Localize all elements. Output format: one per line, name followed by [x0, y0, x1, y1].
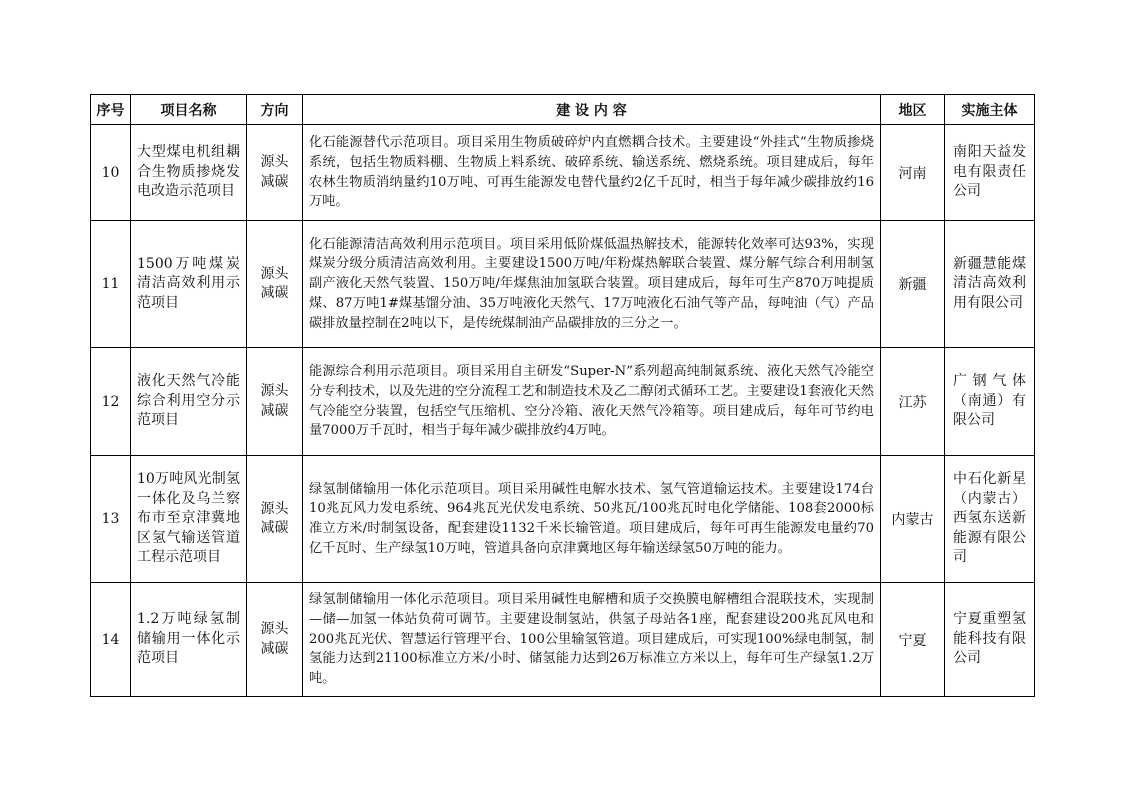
direction-line: 源头 [260, 621, 289, 637]
project-org: 新疆慧能煤清洁高效利用有限公司 [945, 221, 1035, 348]
direction-line: 源头 [260, 154, 289, 170]
row-no: 10 [91, 125, 131, 221]
table-row [91, 125, 1035, 221]
project-name: 大型煤电机组耦合生物质掺烧发电改造示范项目 [131, 125, 247, 221]
project-content: 能源综合利用示范项目。项目采用自主研发“Super-N”系列超高纯制氮系统、液化天然气冷能空分专利技术，以及先进的空分流程工艺和制造技术及乙二醇闭式循环工艺。主要建设1套液化天然气冷能空分装置，包括空气压缩机、空分冷箱、液化天然气冷箱等。项目建成后，每年可节约电量7000万千瓦时，相当于每年减少碳排放约4万吨。 [303, 348, 881, 456]
header-direction: 方向 [247, 95, 303, 125]
row-no: 12 [91, 348, 131, 456]
table-row [91, 221, 1035, 348]
projects-table [90, 94, 1035, 697]
header-region: 地区 [881, 95, 945, 125]
project-org: 宁夏重塑氢能科技有限公司 [945, 583, 1035, 697]
header-content: 建 设 内 容 [303, 95, 881, 125]
direction-line: 减碳 [260, 640, 289, 657]
project-direction [247, 456, 303, 583]
project-direction [247, 125, 303, 221]
project-name: 10万吨风光制氢一体化及乌兰察布市至京津冀地区氢气输送管道工程示范项目 [131, 456, 247, 583]
project-region: 江苏 [881, 348, 945, 456]
direction-line: 减碳 [260, 173, 289, 190]
row-no: 13 [91, 456, 131, 583]
project-region: 新疆 [881, 221, 945, 348]
project-region: 河南 [881, 125, 945, 221]
project-direction [247, 348, 303, 456]
project-content: 化石能源替代示范项目。项目采用生物质破碎炉内直燃耦合技术。主要建设“外挂式”生物质掺烧系统，包括生物质料棚、生物质上料系统、破碎系统、输送系统、燃烧系统。项目建成后，每年农林生物质消纳量约10万吨、可再生能源发电替代量约2亿千瓦时，相当于每年减少碳排放约16万吨。 [303, 125, 881, 221]
project-org: 南阳天益发电有限责任公司 [945, 125, 1035, 221]
direction-line: 源头 [260, 500, 289, 517]
direction-line: 减碳 [260, 402, 289, 419]
direction-line: 减碳 [260, 520, 289, 536]
header-no: 序号 [91, 95, 131, 125]
project-region: 内蒙古 [881, 456, 945, 583]
project-region: 宁夏 [881, 583, 945, 697]
project-name: 1500万吨煤炭清洁高效利用示范项目 [131, 221, 247, 348]
direction-line: 源头 [260, 265, 289, 282]
table-row [91, 583, 1035, 697]
project-name: 1.2万吨绿氢制储输用一体化示范项目 [131, 583, 247, 697]
direction-line: 减碳 [260, 285, 289, 301]
table-row [91, 348, 1035, 456]
project-content: 绿氢制储输用一体化示范项目。项目采用碱性电解槽和质子交换膜电解槽组合混联技术，实现制—储—加氢一体站负荷可调节。主要建设制氢站，供氢子母站各1座，配套建设200兆瓦风电和200兆瓦光伏、智慧运行管理平台、100公里输氢管道。项目建成后，可实现100%绿电制氢，制氢能力达到21100标准立方米/小时、储氢能力达到26万标准立方米以上，每年可生产绿氢1.2万吨。 [303, 583, 881, 697]
header-org: 实施主体 [945, 95, 1035, 125]
project-org: 中石化新星（内蒙古）西氢东送新能源有限公司 [945, 456, 1035, 583]
project-name: 液化天然气冷能综合利用空分示范项目 [131, 348, 247, 456]
direction-line: 源头 [260, 383, 289, 399]
project-content: 绿氢制储输用一体化示范项目。项目采用碱性电解水技术、氢气管道输运技术。主要建设174台10兆瓦风力发电系统、964兆瓦光伏发电系统、50兆瓦/100兆瓦时电化学储能、108套2000标准立方米/时制氢设备，配套建设1132千米长输管道。项目建成后，每年可再生能源发电量约70亿千瓦时、生产绿氢10万吨，管道具备向京津冀地区每年输送绿氢50万吨的能力。 [303, 456, 881, 583]
header-name: 项目名称 [131, 95, 247, 125]
table-header-row [91, 95, 1035, 125]
row-no: 11 [91, 221, 131, 348]
project-direction [247, 221, 303, 348]
project-content: 化石能源清洁高效利用示范项目。项目采用低阶煤低温热解技术，能源转化效率可达93%，实现煤炭分级分质清洁高效利用。主要建设1500万吨/年粉煤热解联合装置、煤分解气综合利用制氢副产液化天然气装置、150万吨/年煤焦油加氢联合装置。项目建成后，每年可生产870万吨提质煤、87万吨1#煤基馏分油、35万吨液化天然气、17万吨液化石油气等产品，每吨油（气）产品碳排放量控制在2吨以下，是传统煤制油产品碳排放的三分之一。 [303, 221, 881, 348]
row-no: 14 [91, 583, 131, 697]
project-direction [247, 583, 303, 697]
project-org: 广钢气体（南通）有限公司 [945, 348, 1035, 456]
table-row [91, 456, 1035, 583]
